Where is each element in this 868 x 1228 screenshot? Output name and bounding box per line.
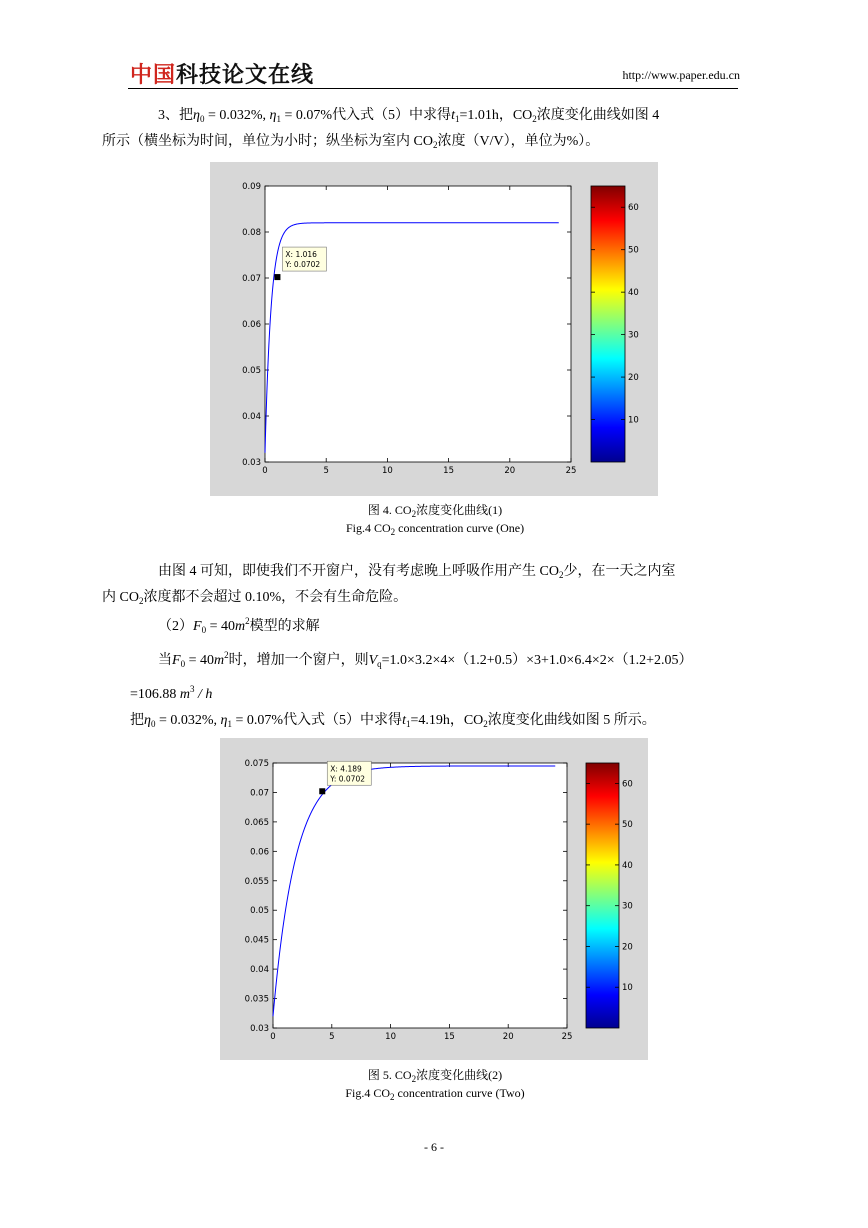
p3-m: m bbox=[234, 619, 246, 634]
fig4-cb-tick-label: 50 bbox=[628, 245, 639, 256]
fig5-xtick-label: 25 bbox=[561, 1032, 573, 1042]
p1-eta0-sub: 0 bbox=[199, 114, 205, 124]
header-rule bbox=[128, 88, 738, 89]
logo-red-text: 中国 bbox=[130, 63, 177, 88]
p4-m: m bbox=[213, 653, 225, 668]
p5-eta0-sub: 0 bbox=[150, 719, 156, 729]
p5-unit: % bbox=[201, 713, 214, 728]
p5-tail2: 浓度变化曲线如图 5 所示。 bbox=[487, 713, 656, 728]
fig5-caption-en-b: concentration curve (Two) bbox=[394, 1086, 525, 1100]
p4-F-sub: 0 bbox=[180, 659, 186, 669]
p1-sep: , bbox=[262, 108, 270, 123]
fig4-xtick-label: 0 bbox=[262, 466, 268, 476]
p5-eta1-sub: 1 bbox=[227, 719, 232, 729]
fig5-ytick-label: 0.03 bbox=[250, 1024, 269, 1034]
fig4-xtick-label: 25 bbox=[565, 466, 577, 476]
fig5-xtick-label: 0 bbox=[270, 1032, 276, 1042]
fig5-xtick-label: 15 bbox=[443, 1032, 455, 1042]
figure-4-chart bbox=[210, 162, 658, 496]
fig5-colorbar bbox=[586, 763, 619, 1028]
p1-unit: % bbox=[250, 108, 263, 123]
p4-F: F bbox=[172, 653, 181, 668]
fig5-cb-tick-label: 50 bbox=[622, 820, 633, 831]
p1-eq1: = 0.032 bbox=[204, 108, 251, 123]
p5-eq1: = 0.032 bbox=[155, 713, 202, 728]
fig5-ytick-label: 0.045 bbox=[244, 935, 269, 946]
fig5-plot-area bbox=[273, 763, 567, 1028]
p5-mid: 代入式（5）中求得 bbox=[283, 713, 403, 728]
p5-lead: 把 bbox=[130, 713, 144, 728]
p3-F-sub: 0 bbox=[201, 625, 207, 635]
fig5-cb-tick-label: 30 bbox=[622, 901, 633, 912]
p4-line2sup: 3 bbox=[190, 684, 195, 694]
fig5-ytick-label: 0.05 bbox=[250, 906, 269, 917]
p1-line2a: 所示（横坐标为时间，单位为小时；纵坐标为室内 CO bbox=[102, 134, 433, 149]
fig4-colorbar bbox=[591, 186, 625, 462]
fig4-xtick-label: 10 bbox=[381, 466, 393, 476]
logo-black-text: 科技论文在线 bbox=[176, 63, 315, 88]
p1-line2-sub: 2 bbox=[432, 140, 438, 150]
p5-tail: =4.19h，CO bbox=[410, 713, 484, 728]
fig4-ytick-label: 0.03 bbox=[242, 458, 261, 468]
fig4-datatip-marker bbox=[274, 274, 280, 280]
fig4-datatip-x: X: 1.016 bbox=[285, 250, 317, 260]
fig4-cb-tick-label: 60 bbox=[628, 203, 639, 214]
p3-F: F bbox=[193, 619, 202, 634]
fig4-cb-tick-label: 10 bbox=[628, 415, 639, 426]
p5-t: t bbox=[402, 713, 406, 728]
paragraph-5 bbox=[130, 708, 740, 734]
p1-eta0: η bbox=[193, 108, 200, 123]
p1-t: t bbox=[451, 108, 455, 123]
fig5-datatip-marker bbox=[319, 788, 325, 794]
fig4-caption-cn-b: 浓度变化曲线(1) bbox=[416, 503, 503, 517]
fig5-caption-en-a: Fig.4 CO bbox=[345, 1086, 391, 1100]
p2-line1a: 由图 4 可知，即使我们不开窗户，没有考虑晚上呼吸作用产生 CO bbox=[158, 564, 559, 579]
p3-eq: = 40 bbox=[206, 619, 235, 634]
fig4-ytick-label: 0.08 bbox=[242, 228, 261, 238]
fig5-ytick-label: 0.075 bbox=[244, 759, 269, 769]
fig5-caption-en bbox=[130, 1086, 740, 1101]
fig5-datatip-x: X: 4.189 bbox=[330, 764, 362, 774]
fig4-cb-tick-label: 40 bbox=[628, 288, 639, 299]
fig4-cb-tick-label: 20 bbox=[628, 373, 639, 384]
p2-line2-sub: 2 bbox=[138, 596, 144, 606]
p1-eta1: η bbox=[269, 108, 277, 123]
p5-eta1: η bbox=[220, 713, 228, 728]
p1-mid: 代入式（5）中求得 bbox=[332, 108, 452, 123]
fig5-caption-cn-a: 图 5. CO bbox=[367, 1068, 412, 1082]
fig4-xtick-label: 20 bbox=[504, 466, 516, 476]
p1-eta1-sub: 1 bbox=[276, 114, 281, 124]
p4-V: V bbox=[368, 653, 378, 668]
p1-tail: =1.01h，CO bbox=[459, 108, 533, 123]
p4-eq: = 40 bbox=[185, 653, 214, 668]
fig5-ytick-label: 0.065 bbox=[244, 817, 269, 828]
fig4-ytick-label: 0.07 bbox=[242, 274, 261, 284]
p5-sep: , bbox=[213, 713, 221, 728]
p4-line2a: =106.88 bbox=[130, 687, 180, 702]
fig5-ytick-label: 0.055 bbox=[244, 876, 269, 887]
fig5-xtick-label: 20 bbox=[502, 1032, 514, 1042]
p3-tail: 模型的求解 bbox=[249, 619, 320, 634]
fig5-caption-cn bbox=[130, 1066, 740, 1083]
fig5-ytick-label: 0.06 bbox=[250, 847, 269, 858]
p1-line2b: 浓度（V/V），单位为%）。 bbox=[437, 134, 600, 149]
fig4-xtick-label: 5 bbox=[323, 466, 329, 476]
p1-unit2: % bbox=[320, 108, 333, 123]
p4-line2b: / h bbox=[194, 687, 213, 702]
p3-m-sup: 2 bbox=[245, 616, 250, 626]
fig5-ytick-label: 0.04 bbox=[250, 965, 269, 976]
p1-t-sub: 1 bbox=[454, 114, 460, 124]
fig4-ytick-label: 0.09 bbox=[242, 182, 261, 192]
paragraph-3 bbox=[130, 614, 740, 640]
paragraph-2 bbox=[102, 559, 740, 611]
p3-lead: （2） bbox=[158, 619, 193, 634]
fig5-cb-tick-label: 20 bbox=[622, 942, 633, 953]
fig5-datatip-y: Y: 0.0702 bbox=[330, 774, 366, 784]
header-url[interactable]: http://www.paper.edu.cn bbox=[622, 68, 740, 82]
fig5-ytick-label: 0.035 bbox=[244, 994, 269, 1005]
p4-mid: 时，增加一个窗户，则 bbox=[228, 653, 369, 668]
fig5-caption-en-sub: 2 bbox=[390, 1092, 395, 1102]
p5-eta0: η bbox=[144, 713, 151, 728]
fig5-xtick-label: 10 bbox=[385, 1032, 397, 1042]
p4-m-sup: 2 bbox=[224, 650, 229, 660]
p1-co2-sub: 2 bbox=[532, 114, 537, 124]
fig4-plot-area bbox=[265, 186, 571, 462]
p2-line2a: 内 CO bbox=[102, 590, 139, 605]
p1-lead: 3、把 bbox=[158, 108, 193, 123]
p4-line2m: m bbox=[179, 687, 191, 702]
figure-5-chart bbox=[220, 738, 648, 1060]
fig4-caption-en-sub: 2 bbox=[390, 527, 396, 537]
fig4-caption-cn-sub: 2 bbox=[411, 509, 417, 519]
site-logo bbox=[130, 58, 314, 89]
fig5-caption-cn-sub: 2 bbox=[411, 1074, 417, 1084]
paragraph-4 bbox=[130, 648, 740, 674]
p4-tail: =1.0×3.2×4×（1.2+0.5）×3+1.0×6.4×2×（1.2+2.05） bbox=[381, 653, 693, 668]
fig5-cb-tick-label: 40 bbox=[622, 860, 633, 871]
p1-eq2: = 0.07 bbox=[280, 108, 321, 123]
p5-t-sub: 1 bbox=[405, 719, 411, 729]
p4-V-sub: q bbox=[377, 659, 382, 669]
p2-line1b: 少，在一天之内室 bbox=[563, 564, 676, 579]
fig4-xtick-label: 15 bbox=[443, 466, 455, 476]
fig4-ytick-label: 0.05 bbox=[242, 366, 261, 376]
fig4-ytick-label: 0.06 bbox=[242, 320, 261, 330]
p2-line2b: 浓度都不会超过 0.10%，不会有生命危险。 bbox=[143, 590, 408, 605]
p1-tail2: 浓度变化曲线如图 4 bbox=[536, 108, 660, 123]
fig5-cb-tick-label: 10 bbox=[622, 983, 633, 994]
paragraph-4-line2 bbox=[130, 682, 740, 708]
fig5-xtick-label: 5 bbox=[329, 1032, 335, 1042]
fig5-ytick-label: 0.07 bbox=[250, 788, 269, 799]
fig4-caption-en bbox=[130, 521, 740, 536]
p5-co2-sub: 2 bbox=[483, 719, 488, 729]
fig4-caption-en-b: concentration curve (One) bbox=[395, 521, 525, 535]
p4-lead: 当 bbox=[158, 653, 172, 668]
fig4-caption-cn-a: 图 4. CO bbox=[367, 503, 412, 517]
p5-unit2: % bbox=[271, 713, 284, 728]
p5-eq2: = 0.07 bbox=[231, 713, 272, 728]
fig5-caption-cn-b: 浓度变化曲线(2) bbox=[416, 1068, 503, 1082]
fig4-cb-tick-label: 30 bbox=[628, 330, 639, 341]
fig4-ytick-label: 0.04 bbox=[242, 412, 261, 422]
page-number: - 6 - bbox=[424, 1140, 444, 1154]
paragraph-1 bbox=[102, 103, 740, 155]
p2-line1-sub: 2 bbox=[558, 570, 564, 580]
fig5-cb-tick-label: 60 bbox=[622, 779, 633, 790]
fig4-datatip-y: Y: 0.0702 bbox=[285, 260, 321, 270]
fig4-caption-cn bbox=[130, 501, 740, 518]
fig4-caption-en-a: Fig.4 CO bbox=[345, 521, 391, 535]
